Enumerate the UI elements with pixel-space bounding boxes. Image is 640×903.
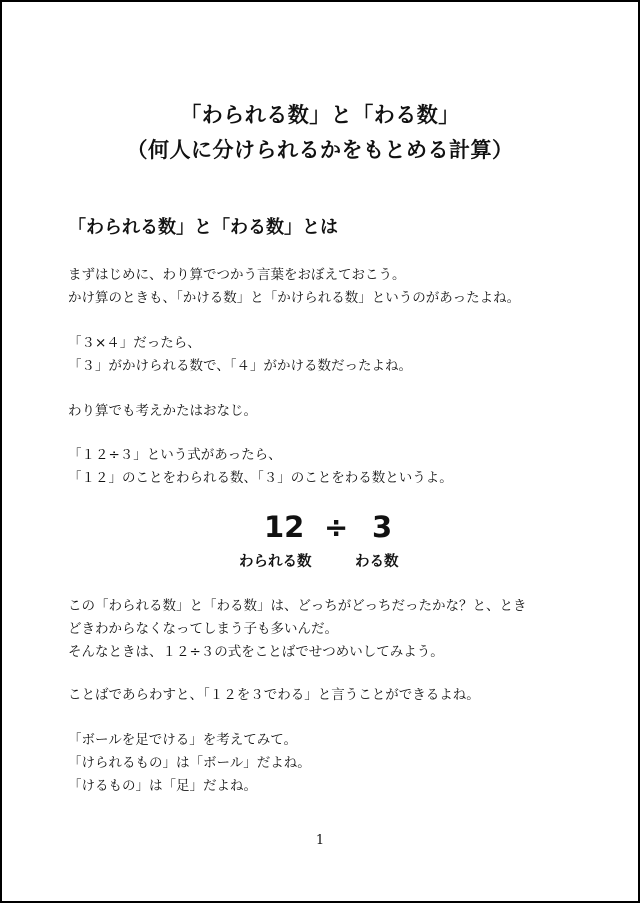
explain-in-words-paragraph [68,684,480,707]
multiplication-example-paragraph [68,332,412,378]
text-line: そんなときは、１２÷３の式をことばでせつめいしてみよう。 [68,644,444,660]
text-line: 「１２÷３」という式があったら、 [68,447,282,463]
equation-dividend: 12 [264,510,305,544]
confusion-note-paragraph [68,595,526,664]
text-line: この「わられる数」と「わる数」は、どっちがどっちだったかな？と、とき [68,598,527,614]
intro-paragraph [68,264,520,310]
ball-example-paragraph [68,729,311,798]
equation-operator: ÷ [324,510,349,544]
page-number: 1 [315,833,325,848]
text-line: ことばであらわすと、「１２を３でわる」と言うことができるよね。 [68,687,480,703]
section-heading: 「わられる数」と「わる数」とは [68,217,338,238]
text-line: 「３×４」だったら、 [68,335,201,351]
text-line: かけ算のときも、「かける数」と「かけられる数」というのがあったよね。 [68,290,521,306]
equation-labels [2,550,638,572]
text-line: まずはじめに、わり算でつかう言葉をおぼえておこう。 [68,267,406,283]
text-line: 「けられるもの」は「ボール」だよね。 [68,755,311,771]
text-line: 「３」がかけられる数で、「４」がかける数だったよね。 [68,358,412,374]
equation-divisor: 3 [372,510,393,544]
text-line: どきわからなくなってしまう子も多いんだ。 [68,621,338,637]
dividend-label: わられる数 [239,554,312,570]
division-same-paragraph [68,400,257,423]
page-title-line-1: 「わられる数」と「わる数」 [180,103,460,127]
page-title-line-2: （何人に分けられるかをもとめる計算） [126,138,514,162]
text-line: 「１２」のことをわられる数、「３」のことをわる数というよ。 [68,470,453,486]
divisor-label: わる数 [355,554,399,570]
division-equation [2,510,638,550]
text-line: 「けるもの」は「足」だよね。 [68,778,257,794]
text-line: 「ボールを足でける」を考えてみて。 [68,732,297,748]
division-example-paragraph [68,444,453,490]
text-line: わり算でも考えかたはおなじ。 [68,403,257,419]
